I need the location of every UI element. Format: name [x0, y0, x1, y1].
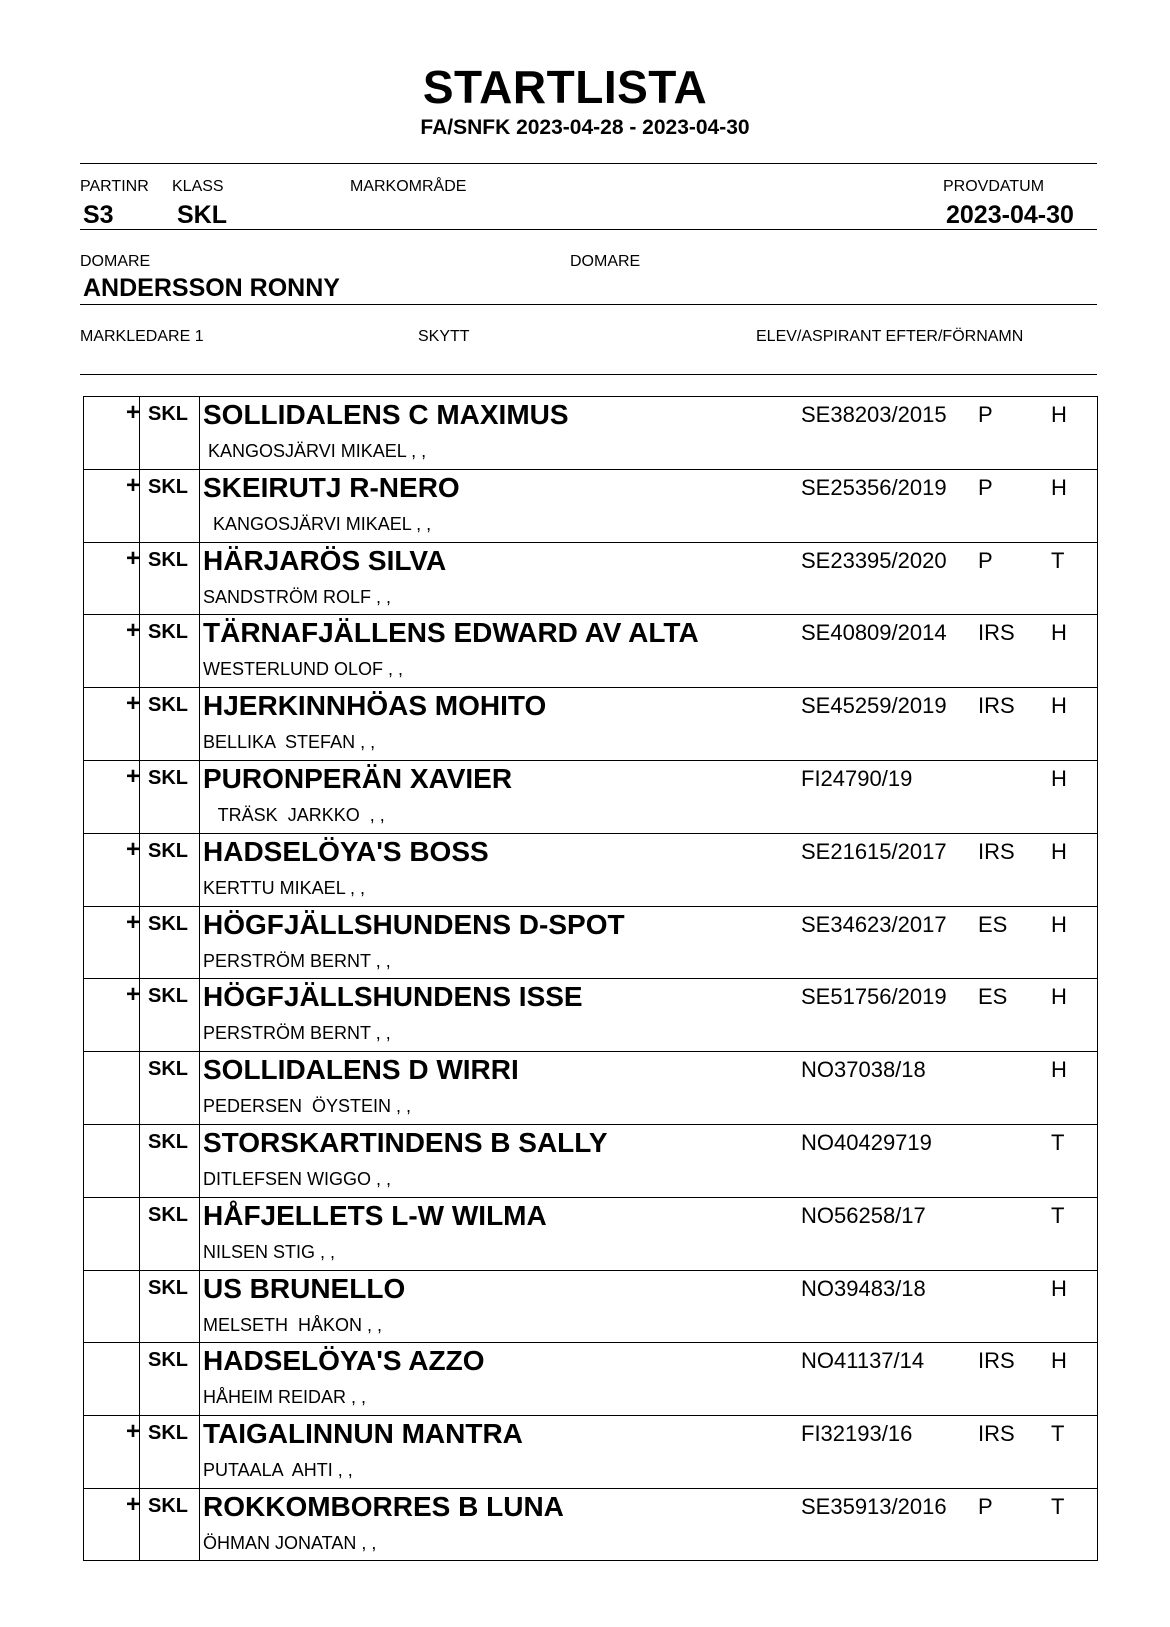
entry-dog-name: HJERKINNHÖAS MOHITO [203, 690, 547, 722]
entry-dog-name: HADSELÖYA'S BOSS [203, 835, 489, 867]
entry-mark: + [125, 399, 140, 426]
entry-mark: + [125, 617, 140, 645]
entry-klass: SKL [148, 1131, 188, 1153]
entry-handler: KANGOSJÄRVI MIKAEL , , [203, 441, 427, 461]
entry-sex: H [1051, 1057, 1067, 1083]
entry-mark: + [125, 471, 140, 499]
entry-sex: H [1051, 1348, 1067, 1374]
entry-dog-name: HADSELÖYA'S AZZO [203, 1345, 485, 1377]
entry-handler: KERTTU MIKAEL , , [203, 877, 366, 898]
entry-breed: IRS [978, 1348, 1015, 1374]
entry-dog-name: HÅFJELLETS L-W WILMA [203, 1199, 547, 1231]
entry-mark: + [125, 981, 140, 1009]
entry-mark: + [125, 835, 140, 863]
klass-value: SKL [177, 201, 227, 229]
entry-dog-name: TÄRNAFJÄLLENS EDWARD AV ALTA [203, 617, 699, 649]
table-row [84, 615, 1097, 688]
table-row [84, 1416, 1097, 1489]
markledare-label: MARKLEDARE 1 [80, 328, 204, 345]
entry-sex: T [1051, 1494, 1065, 1519]
entry-sex: T [1051, 1421, 1065, 1447]
klass-label: KLASS [172, 178, 224, 195]
entry-reg-number: SE51756/2019 [801, 984, 947, 1010]
domare1-label: DOMARE [80, 253, 151, 270]
entry-sex: H [1051, 1275, 1067, 1301]
entry-dog-name: SOLLIDALENS C MAXIMUS [203, 399, 569, 430]
entry-reg-number: FI24790/19 [801, 766, 913, 791]
table-row [84, 1271, 1097, 1344]
entry-reg-number: NO39483/18 [801, 1275, 926, 1301]
divider [80, 304, 1097, 305]
entry-dog-name: PURONPERÄN XAVIER [203, 763, 513, 794]
entry-handler: PERSTRÖM BERNT , , [203, 1023, 391, 1044]
entry-dog-name: HÖGFJÄLLSHUNDENS ISSE [203, 981, 583, 1013]
entry-sex: H [1051, 402, 1067, 427]
entry-handler: KANGOSJÄRVI MIKAEL , , [203, 513, 432, 534]
entry-breed: IRS [978, 838, 1015, 864]
entry-sex: T [1051, 547, 1065, 573]
entry-mark: + [125, 1418, 140, 1446]
entry-klass: SKL [148, 1058, 188, 1081]
entry-handler: MELSETH HÅKON , , [203, 1314, 383, 1335]
table-row [84, 1052, 1097, 1125]
entry-sex: H [1051, 474, 1067, 500]
entry-handler: PERSTRÖM BERNT , , [203, 950, 391, 971]
table-row [84, 543, 1097, 616]
entry-klass: SKL [148, 839, 188, 862]
table-row [84, 1125, 1097, 1198]
entry-handler: WESTERLUND OLOF , , [203, 659, 404, 680]
entry-dog-name: HÖGFJÄLLSHUNDENS D-SPOT [203, 908, 625, 940]
entry-dog-name: ROKKOMBORRES B LUNA [203, 1491, 564, 1522]
entry-handler: NILSEN STIG , , [203, 1241, 336, 1262]
entry-sex: H [1051, 693, 1067, 719]
entry-dog-name: TAIGALINNUN MANTRA [203, 1418, 523, 1450]
entry-klass: SKL [148, 767, 188, 789]
entry-klass: SKL [148, 1203, 188, 1226]
table-row [84, 907, 1097, 980]
entry-dog-name: SKEIRUTJ R-NERO [203, 471, 460, 503]
entry-handler: SANDSTRÖM ROLF , , [203, 586, 392, 607]
elev-aspirant-label: ELEV/ASPIRANT EFTER/FÖRNAMN [756, 328, 1024, 345]
divider [80, 229, 1097, 230]
entry-klass: SKL [148, 1276, 188, 1299]
entry-breed: P [978, 402, 993, 427]
entry-breed: IRS [978, 693, 1015, 719]
page-subtitle: FA/SNFK 2023-04-28 - 2023-04-30 [420, 116, 750, 139]
table-row [84, 979, 1097, 1052]
table-row [84, 1198, 1097, 1271]
entry-reg-number: SE21615/2017 [801, 838, 947, 864]
entry-klass: SKL [148, 548, 188, 571]
entry-mark: + [125, 544, 140, 572]
divider [80, 163, 1097, 164]
table-row [84, 761, 1097, 834]
table-row [84, 834, 1097, 907]
skytt-label: SKYTT [418, 328, 470, 345]
divider [80, 374, 1097, 375]
entry-sex: H [1051, 838, 1067, 864]
entry-breed: ES [978, 911, 1008, 937]
entry-handler: DITLEFSEN WIGGO , , [203, 1169, 392, 1189]
table-row [84, 470, 1097, 543]
table-row [84, 397, 1097, 470]
entry-sex: H [1051, 911, 1067, 937]
entry-reg-number: SE23395/2020 [801, 547, 947, 573]
entry-dog-name: US BRUNELLO [203, 1272, 406, 1304]
entry-dog-name: SOLLIDALENS D WIRRI [203, 1054, 519, 1086]
entry-reg-number: NO40429719 [801, 1130, 932, 1155]
entry-handler: HÅHEIM REIDAR , , [203, 1387, 367, 1408]
page-title: STARTLISTA [422, 61, 708, 113]
entry-breed: P [978, 547, 993, 573]
entry-klass: SKL [148, 1422, 188, 1445]
entry-klass: SKL [148, 985, 188, 1008]
entry-sex: T [1051, 1202, 1065, 1228]
entry-breed: ES [978, 984, 1008, 1010]
entry-handler: PUTAALA AHTI , , [203, 1460, 353, 1481]
entry-mark: + [125, 1491, 140, 1518]
provdatum-value: 2023-04-30 [946, 201, 1074, 229]
entry-klass: SKL [148, 621, 188, 644]
entry-klass: SKL [148, 475, 188, 498]
entry-breed: IRS [978, 620, 1015, 646]
entry-handler: PEDERSEN ÖYSTEIN , , [203, 1096, 412, 1117]
domare1-value: ANDERSSON RONNY [83, 274, 340, 302]
entry-reg-number: NO37038/18 [801, 1057, 926, 1083]
entry-mark: + [125, 763, 140, 790]
entry-sex: H [1051, 984, 1067, 1010]
provdatum-label: PROVDATUM [943, 178, 1045, 195]
entry-reg-number: FI32193/16 [801, 1421, 913, 1447]
domare2-label: DOMARE [570, 253, 641, 270]
entry-reg-number: SE45259/2019 [801, 693, 947, 719]
entry-breed: IRS [978, 1421, 1015, 1447]
entry-klass: SKL [148, 1349, 188, 1372]
entry-reg-number: NO56258/17 [801, 1202, 926, 1228]
startlist-table [83, 396, 1098, 1561]
entry-handler: BELLIKA STEFAN , , [203, 732, 376, 753]
entry-reg-number: SE40809/2014 [801, 620, 947, 646]
entry-mark: + [125, 908, 140, 936]
entry-reg-number: SE34623/2017 [801, 911, 947, 937]
partinr-label: PARTINR [80, 178, 149, 195]
entry-mark: + [125, 690, 140, 718]
markomrade-label: MARKOMRÅDE [350, 178, 467, 195]
table-row [84, 1343, 1097, 1416]
entry-sex: H [1051, 766, 1067, 791]
entry-reg-number: SE38203/2015 [801, 402, 947, 427]
entry-klass: SKL [148, 694, 188, 717]
entry-klass: SKL [148, 1495, 188, 1517]
entry-reg-number: NO41137/14 [801, 1348, 925, 1374]
entry-sex: H [1051, 620, 1067, 646]
entry-handler: TRÄSK JARKKO , , [203, 805, 385, 825]
entry-reg-number: SE25356/2019 [801, 474, 947, 500]
entry-dog-name: STORSKARTINDENS B SALLY [203, 1127, 608, 1158]
entry-sex: T [1051, 1130, 1065, 1155]
entry-reg-number: SE35913/2016 [801, 1494, 947, 1519]
table-row [84, 1489, 1097, 1562]
entry-dog-name: HÄRJARÖS SILVA [203, 544, 447, 576]
entry-breed: P [978, 1494, 993, 1519]
entry-breed: P [978, 474, 993, 500]
entry-klass: SKL [148, 403, 188, 425]
partinr-value: S3 [83, 201, 114, 229]
entry-klass: SKL [148, 912, 188, 935]
entry-handler: ÖHMAN JONATAN , , [203, 1533, 377, 1553]
table-row [84, 688, 1097, 761]
